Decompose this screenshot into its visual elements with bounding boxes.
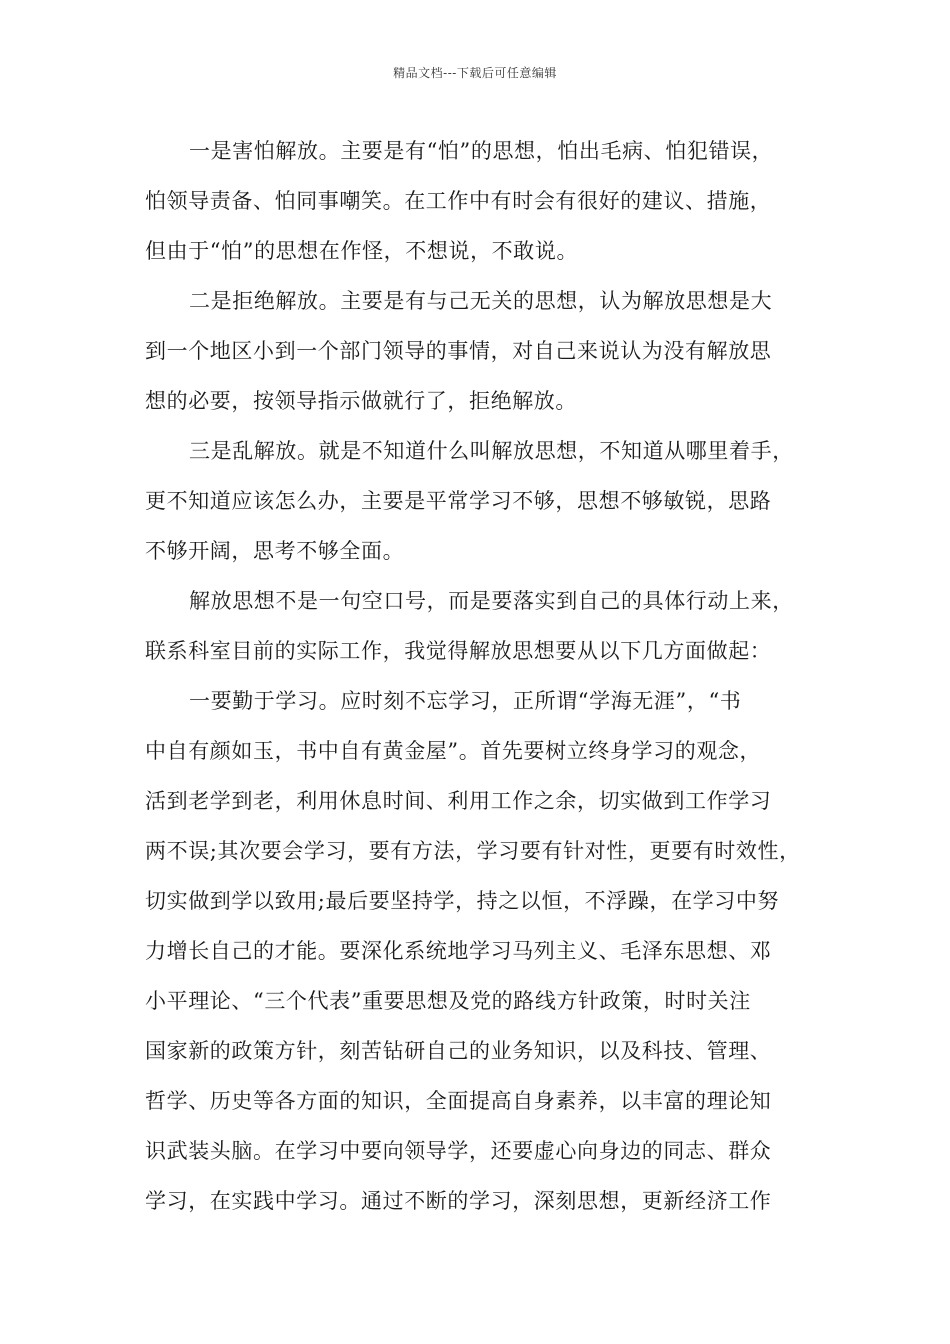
paragraph-3-line-3: 不够开阔，思考不够全面。 — [145, 539, 405, 563]
paragraph-2-line-3: 想的必要，按领导指示做就行了，拒绝解放。 — [145, 389, 577, 413]
paragraph-4-line-2: 联系科室目前的实际工作，我觉得解放思想要从以下几方面做起： — [145, 639, 772, 663]
paragraph-1-line-3: 但由于“怕”的思想在作怪，不想说，不敢说。 — [145, 239, 579, 263]
paragraph-5-line-2: 中自有颜如玉，书中自有黄金屋”。首先要树立终身学习的观念， — [145, 739, 762, 763]
paragraph-5-line-1: 一要勤于学习。应时刻不忘学习，正所谓“学海无涯”，“书 — [189, 689, 742, 713]
paragraph-5-line-9: 哲学、历史等各方面的知识，全面提高自身素养，以丰富的理论知 — [145, 1089, 772, 1113]
paragraph-5-line-10: 识武装头脑。在学习中要向领导学，还要虚心向身边的同志、群众 — [145, 1139, 772, 1163]
paragraph-5-line-3: 活到老学到老，利用休息时间、利用工作之余，切实做到工作学习 — [145, 789, 772, 813]
paragraph-1-line-1: 一是害怕解放。主要是有“怕”的思想，怕出毛病、怕犯错误， — [189, 139, 774, 163]
page-header: 精品文档---下载后可任意编辑 — [393, 66, 557, 80]
paragraph-2-line-2: 到一个地区小到一个部门领导的事情，对自己来说认为没有解放思 — [145, 339, 772, 363]
paragraph-3-line-1: 三是乱解放。就是不知道什么叫解放思想，不知道从哪里着手， — [189, 439, 794, 463]
paragraph-5-line-8: 国家新的政策方针，刻苦钻研自己的业务知识，以及科技、管理、 — [145, 1039, 772, 1063]
paragraph-3-line-2: 更不知道应该怎么办，主要是平常学习不够，思想不够敏锐，思路 — [145, 489, 772, 513]
document-body — [145, 126, 829, 1226]
paragraph-4-line-1: 解放思想不是一句空口号，而是要落实到自己的具体行动上来， — [189, 589, 794, 613]
paragraph-5-line-4: 两不误;其次要会学习，要有方法，学习要有针对性，更要有时效性， — [145, 839, 801, 863]
paragraph-2-line-1: 二是拒绝解放。主要是有与己无关的思想，认为解放思想是大 — [189, 289, 773, 313]
paragraph-1-line-2: 怕领导责备、怕同事嘲笑。在工作中有时会有很好的建议、措施， — [145, 189, 772, 213]
paragraph-5-line-6: 力增长自己的才能。要深化系统地学习马列主义、毛泽东思想、邓 — [145, 939, 772, 963]
paragraph-5-line-11: 学习，在实践中学习。通过不断的学习，深刻思想，更新经济工作 — [145, 1189, 772, 1213]
paragraph-5-line-5: 切实做到学以致用;最后要坚持学，持之以恒，不浮躁，在学习中努 — [145, 889, 780, 913]
paragraph-5-line-7: 小平理论、“三个代表”重要思想及党的路线方针政策，时时关注 — [145, 989, 751, 1013]
